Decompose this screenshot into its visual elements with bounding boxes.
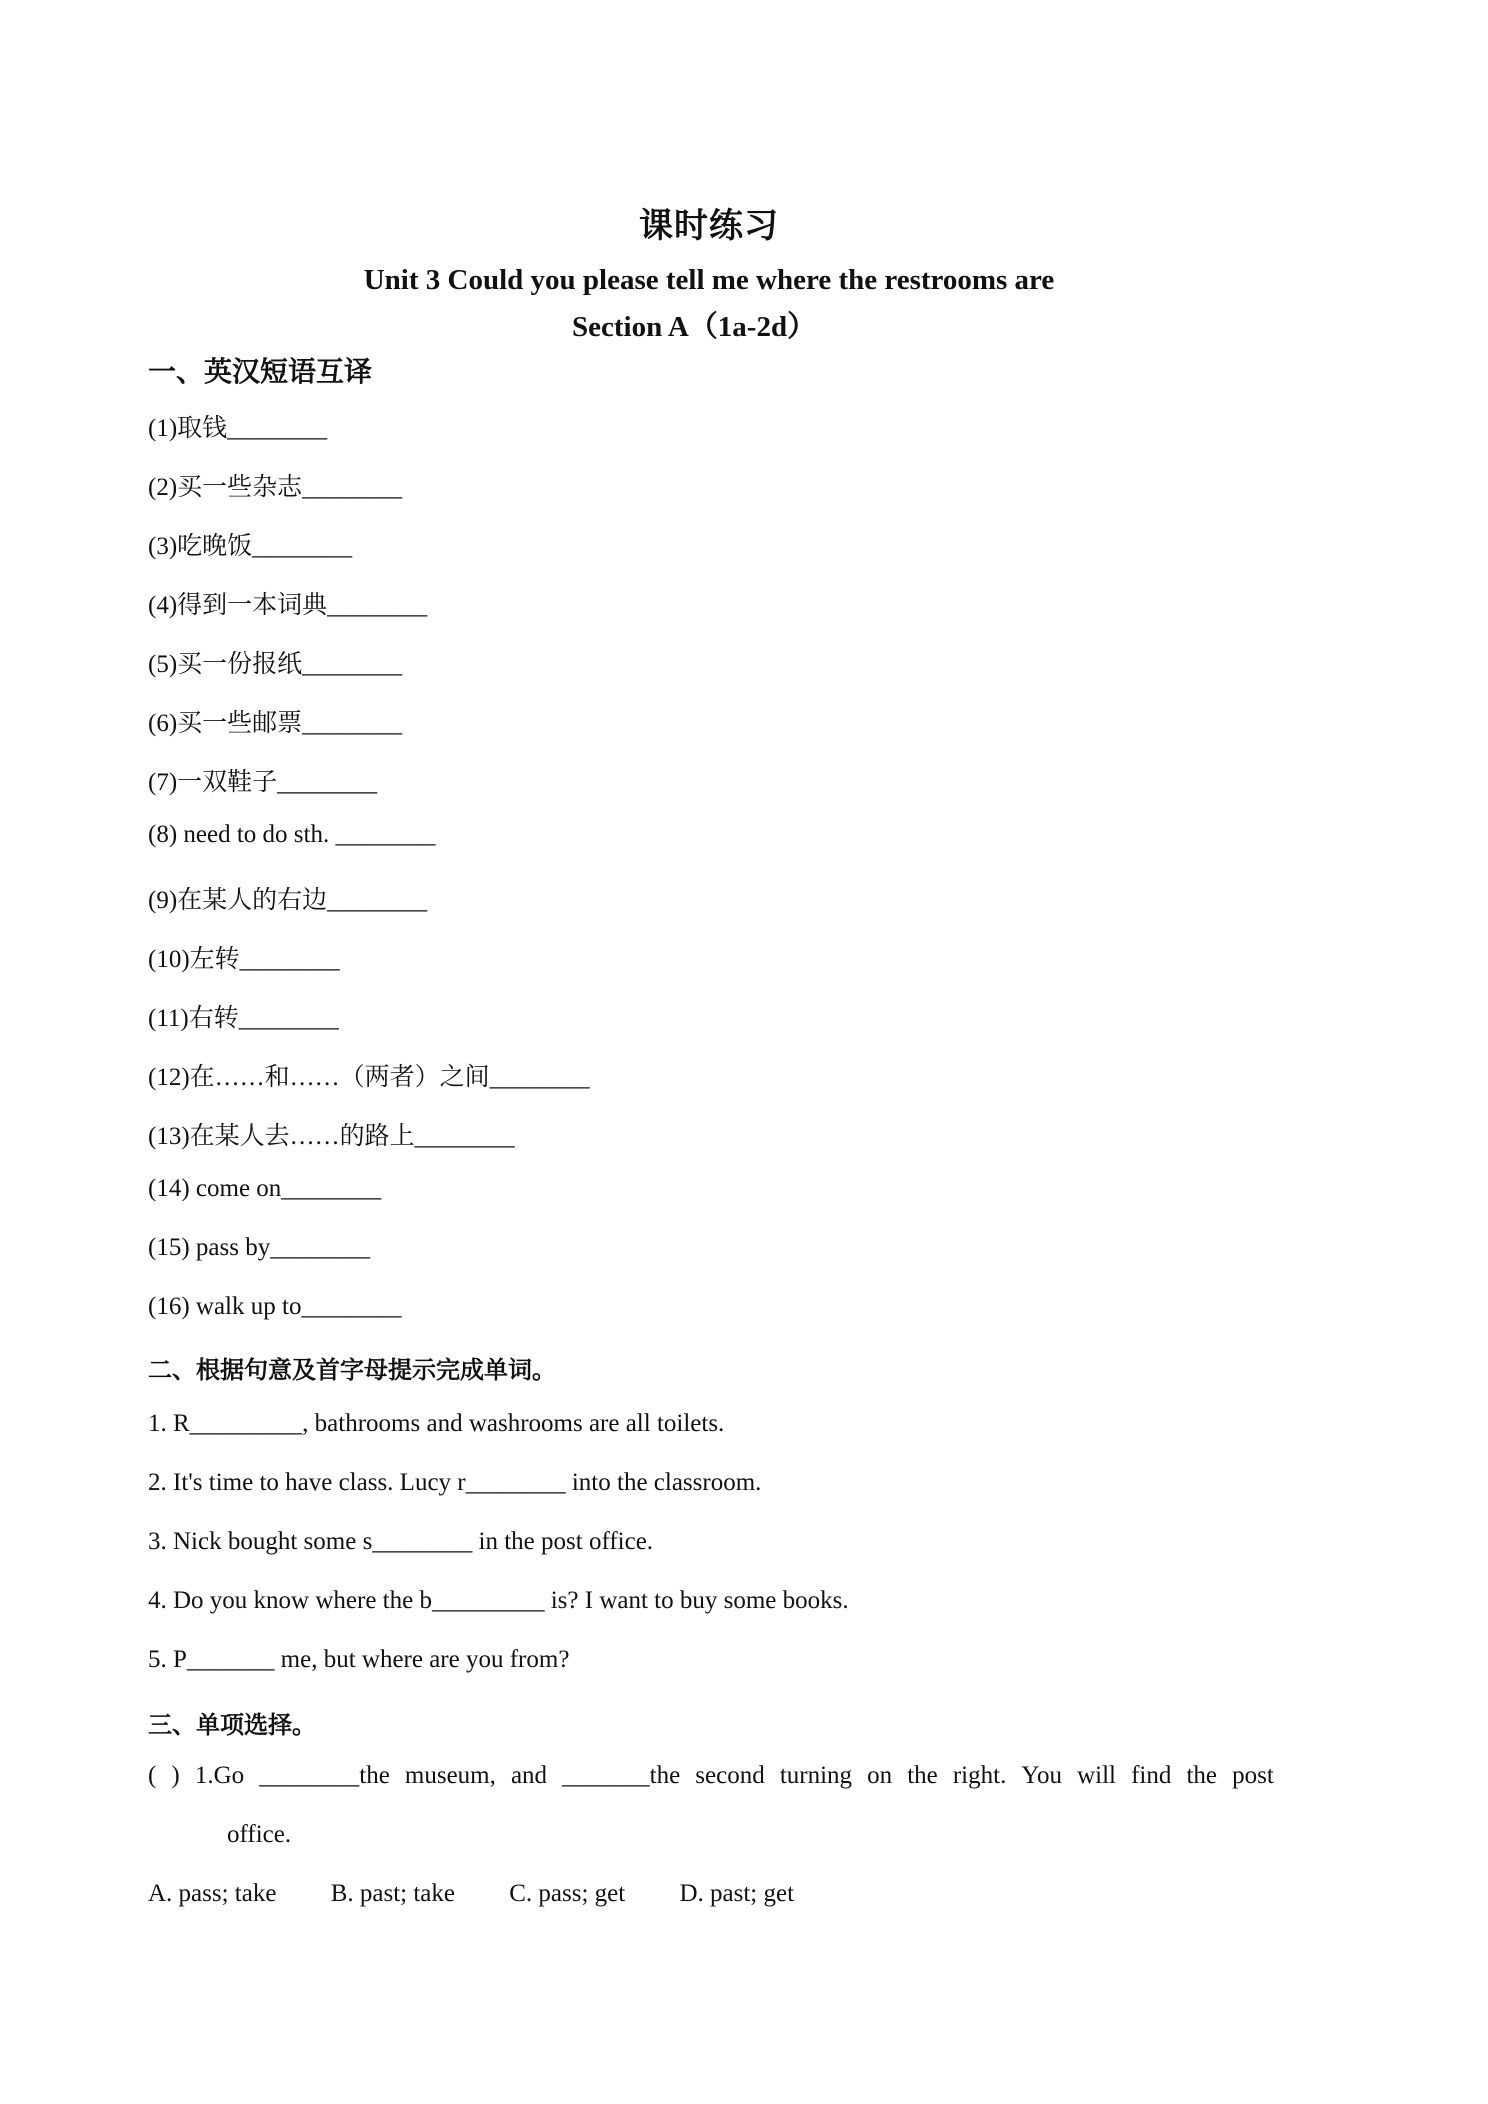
phrase-item-14: (14) come on________ [148, 1175, 382, 1202]
fill-item-5: 5. P_______ me, but where are you from? [148, 1646, 570, 1673]
page-title: 课时练习 [639, 206, 779, 246]
question-word: turning [779, 1762, 853, 1789]
question-word: will [1077, 1762, 1116, 1789]
phrase-item-5: (5)买一份报纸________ [148, 651, 403, 678]
phrase-item-13: (13)在某人去……的路上________ [148, 1123, 515, 1150]
question-word: ________the [259, 1762, 390, 1789]
question-word: You [1021, 1762, 1062, 1789]
option-c: C. pass; get [509, 1880, 626, 1907]
phrase-item-1: (1)取钱________ [148, 415, 328, 442]
unit-subtitle: Unit 3 Could you please tell me where the restrooms are [363, 264, 1055, 296]
phrase-item-7: (7)一双鞋子________ [148, 769, 378, 796]
phrase-item-6: (6)买一些邮票________ [148, 710, 403, 737]
phrase-item-4: (4)得到一本词典________ [148, 592, 428, 619]
question-word: second [695, 1762, 765, 1789]
section-label: Section A（1a-2d） [572, 311, 817, 343]
fill-item-4: 4. Do you know where the b_________ is? I want to buy some books. [148, 1587, 849, 1614]
question-word: 1.Go [194, 1762, 245, 1789]
question-word: right. [952, 1762, 1007, 1789]
option-d: D. past; get [679, 1880, 795, 1907]
phrase-item-12: (12)在……和……（两者）之间________ [148, 1064, 590, 1091]
question-word: post [1232, 1762, 1274, 1789]
phrase-item-10: (10)左转________ [148, 946, 340, 973]
answer-bracket-open: ( [148, 1762, 157, 1789]
part2-heading: 二、根据句意及首字母提示完成单词。 [148, 1356, 556, 1384]
part3-heading: 三、单项选择。 [148, 1711, 316, 1739]
fill-item-3: 3. Nick bought some s________ in the post office. [148, 1528, 654, 1555]
phrase-item-8: (8) need to do sth. ________ [148, 821, 436, 848]
answer-bracket-close: ) [171, 1762, 180, 1789]
question-word: _______the [562, 1762, 681, 1789]
phrase-item-11: (11)右转________ [148, 1005, 339, 1032]
option-b: B. past; take [330, 1880, 455, 1907]
mc-question-1-continuation: office. [227, 1821, 292, 1848]
fill-item-1: 1. R_________, bathrooms and washrooms are all toilets. [148, 1410, 725, 1437]
phrase-item-15: (15) pass by________ [148, 1234, 371, 1261]
question-word: museum, [404, 1762, 496, 1789]
phrase-item-3: (3)吃晚饭________ [148, 533, 353, 560]
question-word: find [1131, 1762, 1172, 1789]
question-word: the [907, 1762, 938, 1789]
question-word: the [1186, 1762, 1217, 1789]
part1-heading: 一、英汉短语互译 [148, 355, 373, 388]
question-word: and [510, 1762, 548, 1789]
mc-question-1 [148, 1762, 1274, 1790]
option-a: A. pass; take [148, 1880, 277, 1907]
question-word: on [867, 1762, 893, 1789]
phrase-item-2: (2)买一些杂志________ [148, 474, 403, 501]
phrase-item-16: (16) walk up to________ [148, 1293, 402, 1320]
mc-options [148, 1880, 842, 1908]
fill-item-2: 2. It's time to have class. Lucy r________ into the classroom. [148, 1469, 762, 1496]
phrase-item-9: (9)在某人的右边________ [148, 887, 428, 914]
